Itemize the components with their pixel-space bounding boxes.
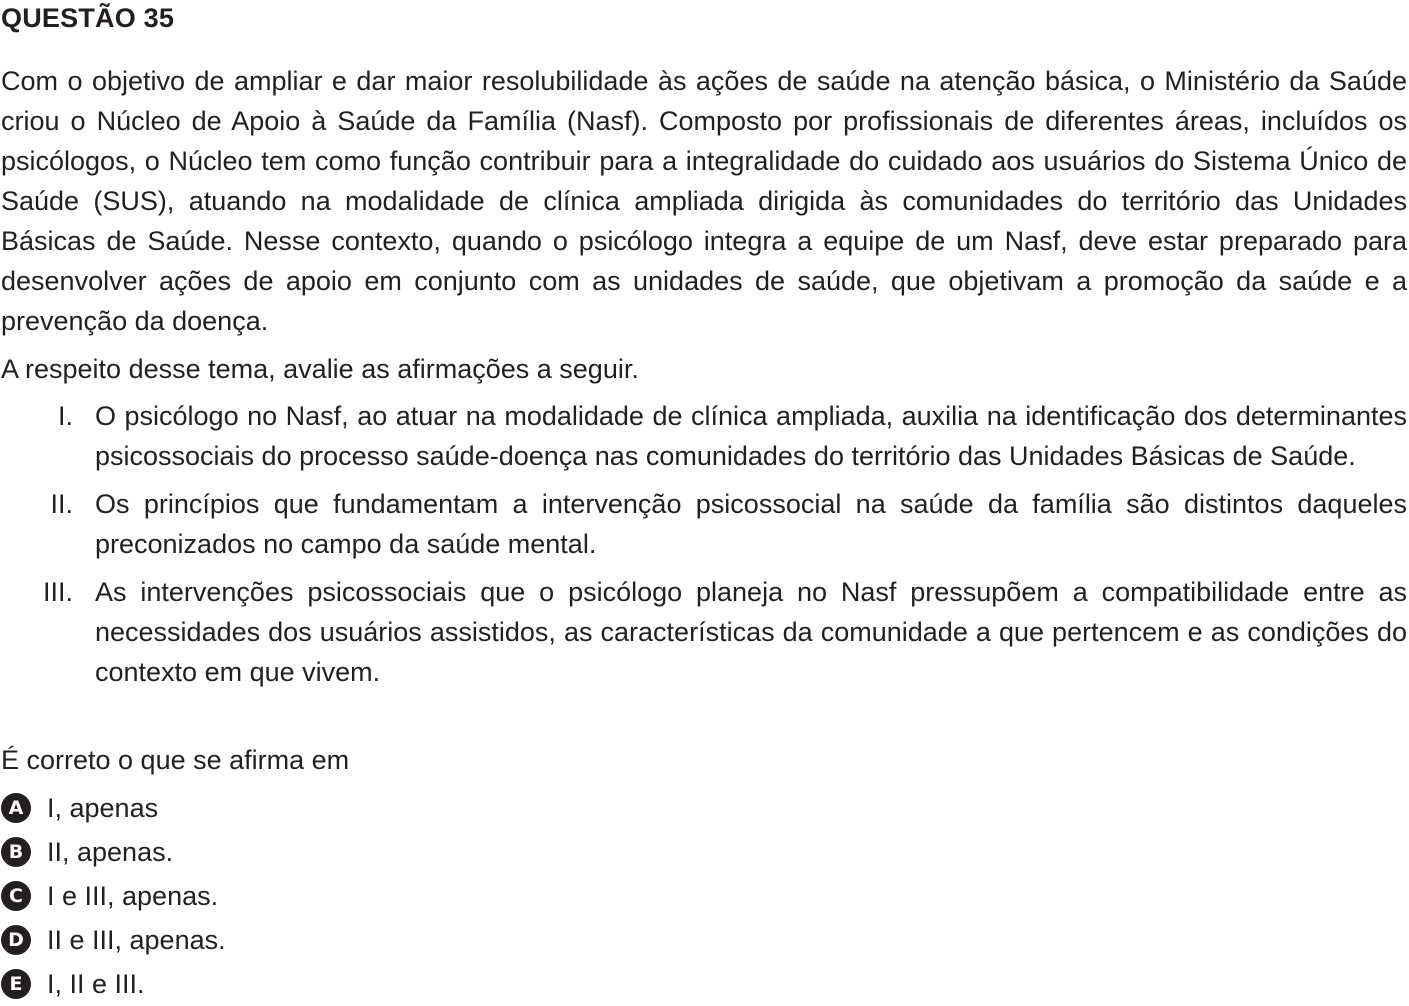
statement-3: [0, 572, 1409, 692]
option-label: I e III, apenas.: [47, 881, 219, 911]
answer-options: [0, 786, 226, 1006]
question-prompt: A respeito desse tema, avalie as afirmações a seguir.: [1, 354, 639, 384]
statement-number: I.: [57, 401, 73, 431]
option-label: I, II e III.: [47, 969, 145, 999]
option-a[interactable]: [0, 786, 226, 830]
option-e[interactable]: [0, 962, 226, 1006]
option-letter-badge: A: [1, 793, 31, 823]
question-conclusion: É correto o que se afirma em: [1, 745, 350, 775]
statement-text: O psicólogo no Nasf, ao atuar na modalidade de clínica ampliada, auxilia na identificação dos determinantes psicossociais do processo saúde-doença nas comunidades do território das Unidades Básicas de Saúde.: [95, 401, 1407, 471]
option-b[interactable]: [0, 830, 226, 874]
option-letter-badge: E: [1, 969, 31, 999]
question-stem: Com o objetivo de ampliar e dar maior resolubilidade às ações de saúde na atenção básica, o Ministério da Saúde criou o Núcleo de Apoio à Saúde da Família (Nasf). Composto por profissionais de diferentes áreas, incluídos os psicólogos, o Núcleo tem como função contribuir para a integralidade do cuidado aos usuários do Sistema Único de Saúde (SUS), atuando na modalidade de clínica ampliada dirigida às comunidades do território das Unidades Básicas de Saúde. Nesse contexto, quando o psicólogo integra a equipe de um Nasf, deve estar preparado para desenvolver ações de apoio em conjunto com as unidades de saúde, que objetivam a promoção da saúde e a prevenção da doença.: [1, 66, 1407, 336]
option-letter-badge: C: [1, 881, 31, 911]
statement-1: [0, 396, 1409, 476]
statement-text: As intervenções psicossociais que o psicólogo planeja no Nasf pressupõem a compatibilidade entre as necessidades dos usuários assistidos, as características da comunidade a que pertencem e as condições do contexto em que vivem.: [95, 577, 1407, 687]
statement-number: III.: [42, 577, 73, 607]
statement-2: [0, 484, 1409, 564]
option-label: II e III, apenas.: [47, 925, 226, 955]
option-label: I, apenas: [47, 793, 159, 823]
option-letter-badge: D: [1, 925, 31, 955]
question-title: QUESTÃO 35: [1, 3, 175, 33]
statement-number: II.: [50, 489, 73, 519]
option-label: II, apenas.: [47, 837, 174, 867]
option-c[interactable]: [0, 874, 226, 918]
statements-list: [0, 396, 1409, 700]
option-letter-badge: B: [1, 837, 31, 867]
option-d[interactable]: [0, 918, 226, 962]
statement-text: Os princípios que fundamentam a intervenção psicossocial na saúde da família são distintos daqueles preconizados no campo da saúde mental.: [95, 489, 1407, 559]
